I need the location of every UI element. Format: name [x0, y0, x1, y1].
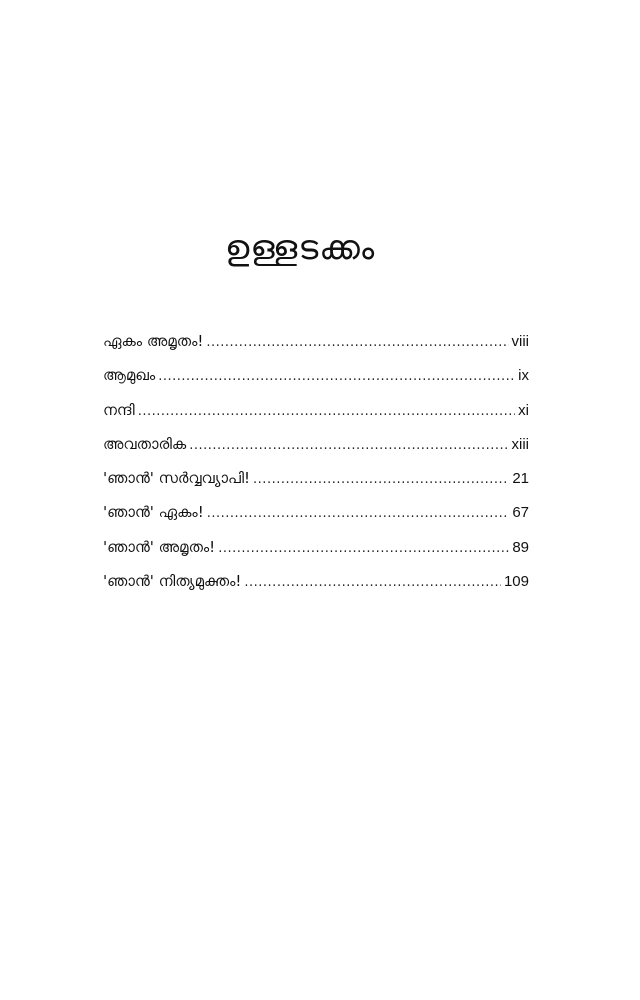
toc-entry-label: 'ഞാൻ' സർവ്വവ്യാപി!: [103, 469, 251, 488]
toc-leader-dots: [207, 506, 510, 521]
contents-title: ഉള്ളടക്കം: [224, 228, 376, 268]
toc-leader-dots: [189, 438, 508, 453]
toc-leader-dots: [158, 369, 515, 384]
toc-entry-label: 'ഞാൻ' നിത്യമുക്തം!: [103, 572, 242, 591]
toc-leader-dots: [244, 575, 501, 590]
toc-entry: [103, 469, 529, 503]
toc-leader-dots: [253, 472, 509, 487]
toc-leader-dots: [138, 404, 515, 419]
toc-entry-label: ആമുഖം: [103, 366, 156, 385]
toc-entry-label: 'ഞാൻ' ഏകം!: [103, 503, 204, 522]
toc-entry-page: viii: [511, 333, 529, 350]
toc-entry-page: 109: [503, 573, 529, 591]
table-of-contents: [103, 332, 529, 606]
toc-entry-label: 'ഞാൻ' അമൃതം!: [103, 537, 216, 556]
toc-entry: [103, 503, 529, 537]
toc-entry-label: നന്ദി: [103, 400, 135, 419]
toc-leader-dots: [206, 335, 508, 350]
toc-entry: [103, 366, 529, 400]
toc-entry-page: xiii: [511, 435, 529, 453]
toc-entry-page: xi: [518, 401, 529, 419]
toc-entry-label: ഏകം അമൃതം!: [103, 332, 204, 350]
toc-entry: [103, 332, 529, 366]
toc-leader-dots: [218, 541, 509, 556]
toc-entry-label: അവതാരിക: [103, 434, 187, 453]
toc-entry: [103, 538, 529, 572]
toc-entry: [103, 401, 529, 435]
toc-entry-page: 21: [512, 470, 529, 488]
toc-entry: [103, 572, 529, 606]
toc-entry-page: ix: [518, 367, 529, 385]
toc-entry-page: 67: [512, 504, 529, 522]
toc-entry-page: 89: [512, 538, 529, 556]
toc-entry: [103, 435, 529, 469]
